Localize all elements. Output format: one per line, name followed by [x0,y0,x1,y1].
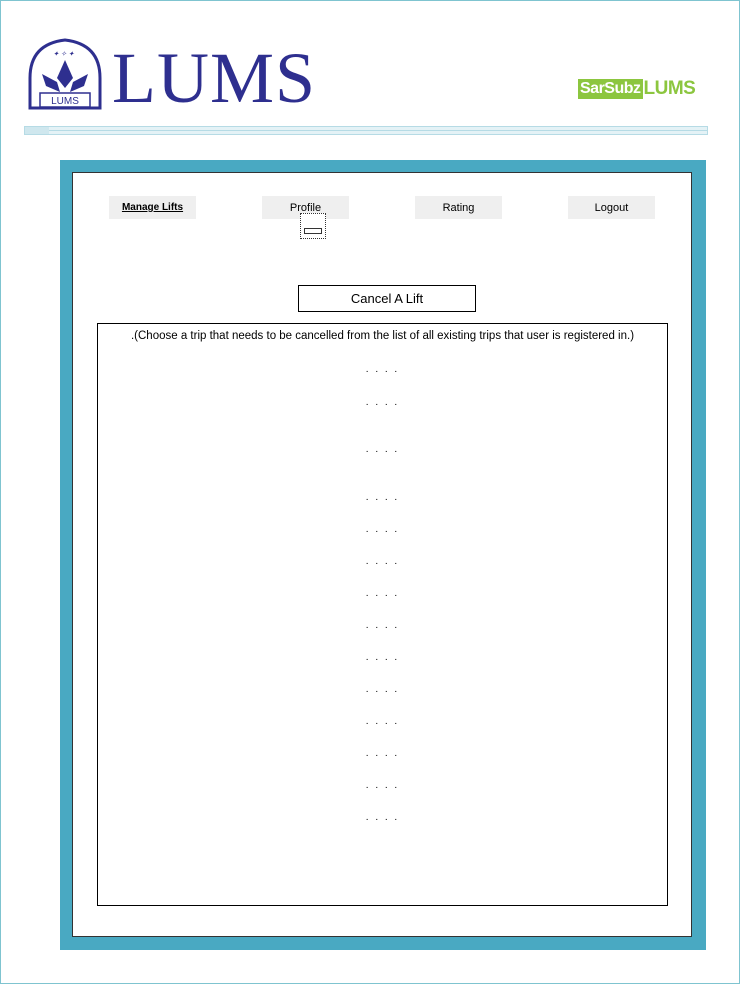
crest-text: LUMS [51,96,79,107]
trip-list-item[interactable]: . . . . [365,652,400,663]
drag-handle-icon[interactable] [300,213,326,239]
lums-logo [26,38,317,118]
content-frame [60,160,706,950]
trip-list-item[interactable]: . . . . [365,492,400,503]
trip-list-item[interactable]: . . . . [365,588,400,599]
sarsubz-logo-part2: LUMS [643,78,696,99]
trip-list-item[interactable]: . . . . [365,556,400,567]
lums-crest-icon [26,38,104,114]
trip-list-item[interactable]: . . . . [365,684,400,695]
nav-rating[interactable]: Rating [415,196,502,219]
sarsubz-logo-part1: SarSubz [580,80,641,97]
nav-profile[interactable]: Profile [262,196,349,219]
lums-wordmark: LUMS [112,38,317,118]
trip-list-item[interactable]: . . . . [365,444,400,455]
svg-text:✦ ✧ ✦: ✦ ✧ ✦ [53,50,75,58]
trip-list-item[interactable]: . . . . [365,397,400,408]
trip-list-item[interactable]: . . . . [365,524,400,535]
instruction-text: .(Choose a trip that needs to be cancelled from the list of all existing trips that user is registered in.) [130,330,635,342]
nav-manage-lifts[interactable]: Manage Lifts [109,196,196,219]
page-title: Cancel A Lift [298,285,476,312]
trip-list-item[interactable]: . . . . [365,780,400,791]
trip-list-item[interactable]: . . . . [365,364,400,375]
content-panel [72,172,692,937]
trip-list[interactable] [97,323,668,906]
trip-list-item[interactable]: . . . . [365,716,400,727]
nav-logout[interactable]: Logout [568,196,655,219]
header-divider [24,126,708,135]
trip-list-item[interactable]: . . . . [365,812,400,823]
trip-list-item[interactable]: . . . . [365,748,400,759]
sarsubz-logo [578,78,695,100]
trip-list-item[interactable]: . . . . [365,620,400,631]
